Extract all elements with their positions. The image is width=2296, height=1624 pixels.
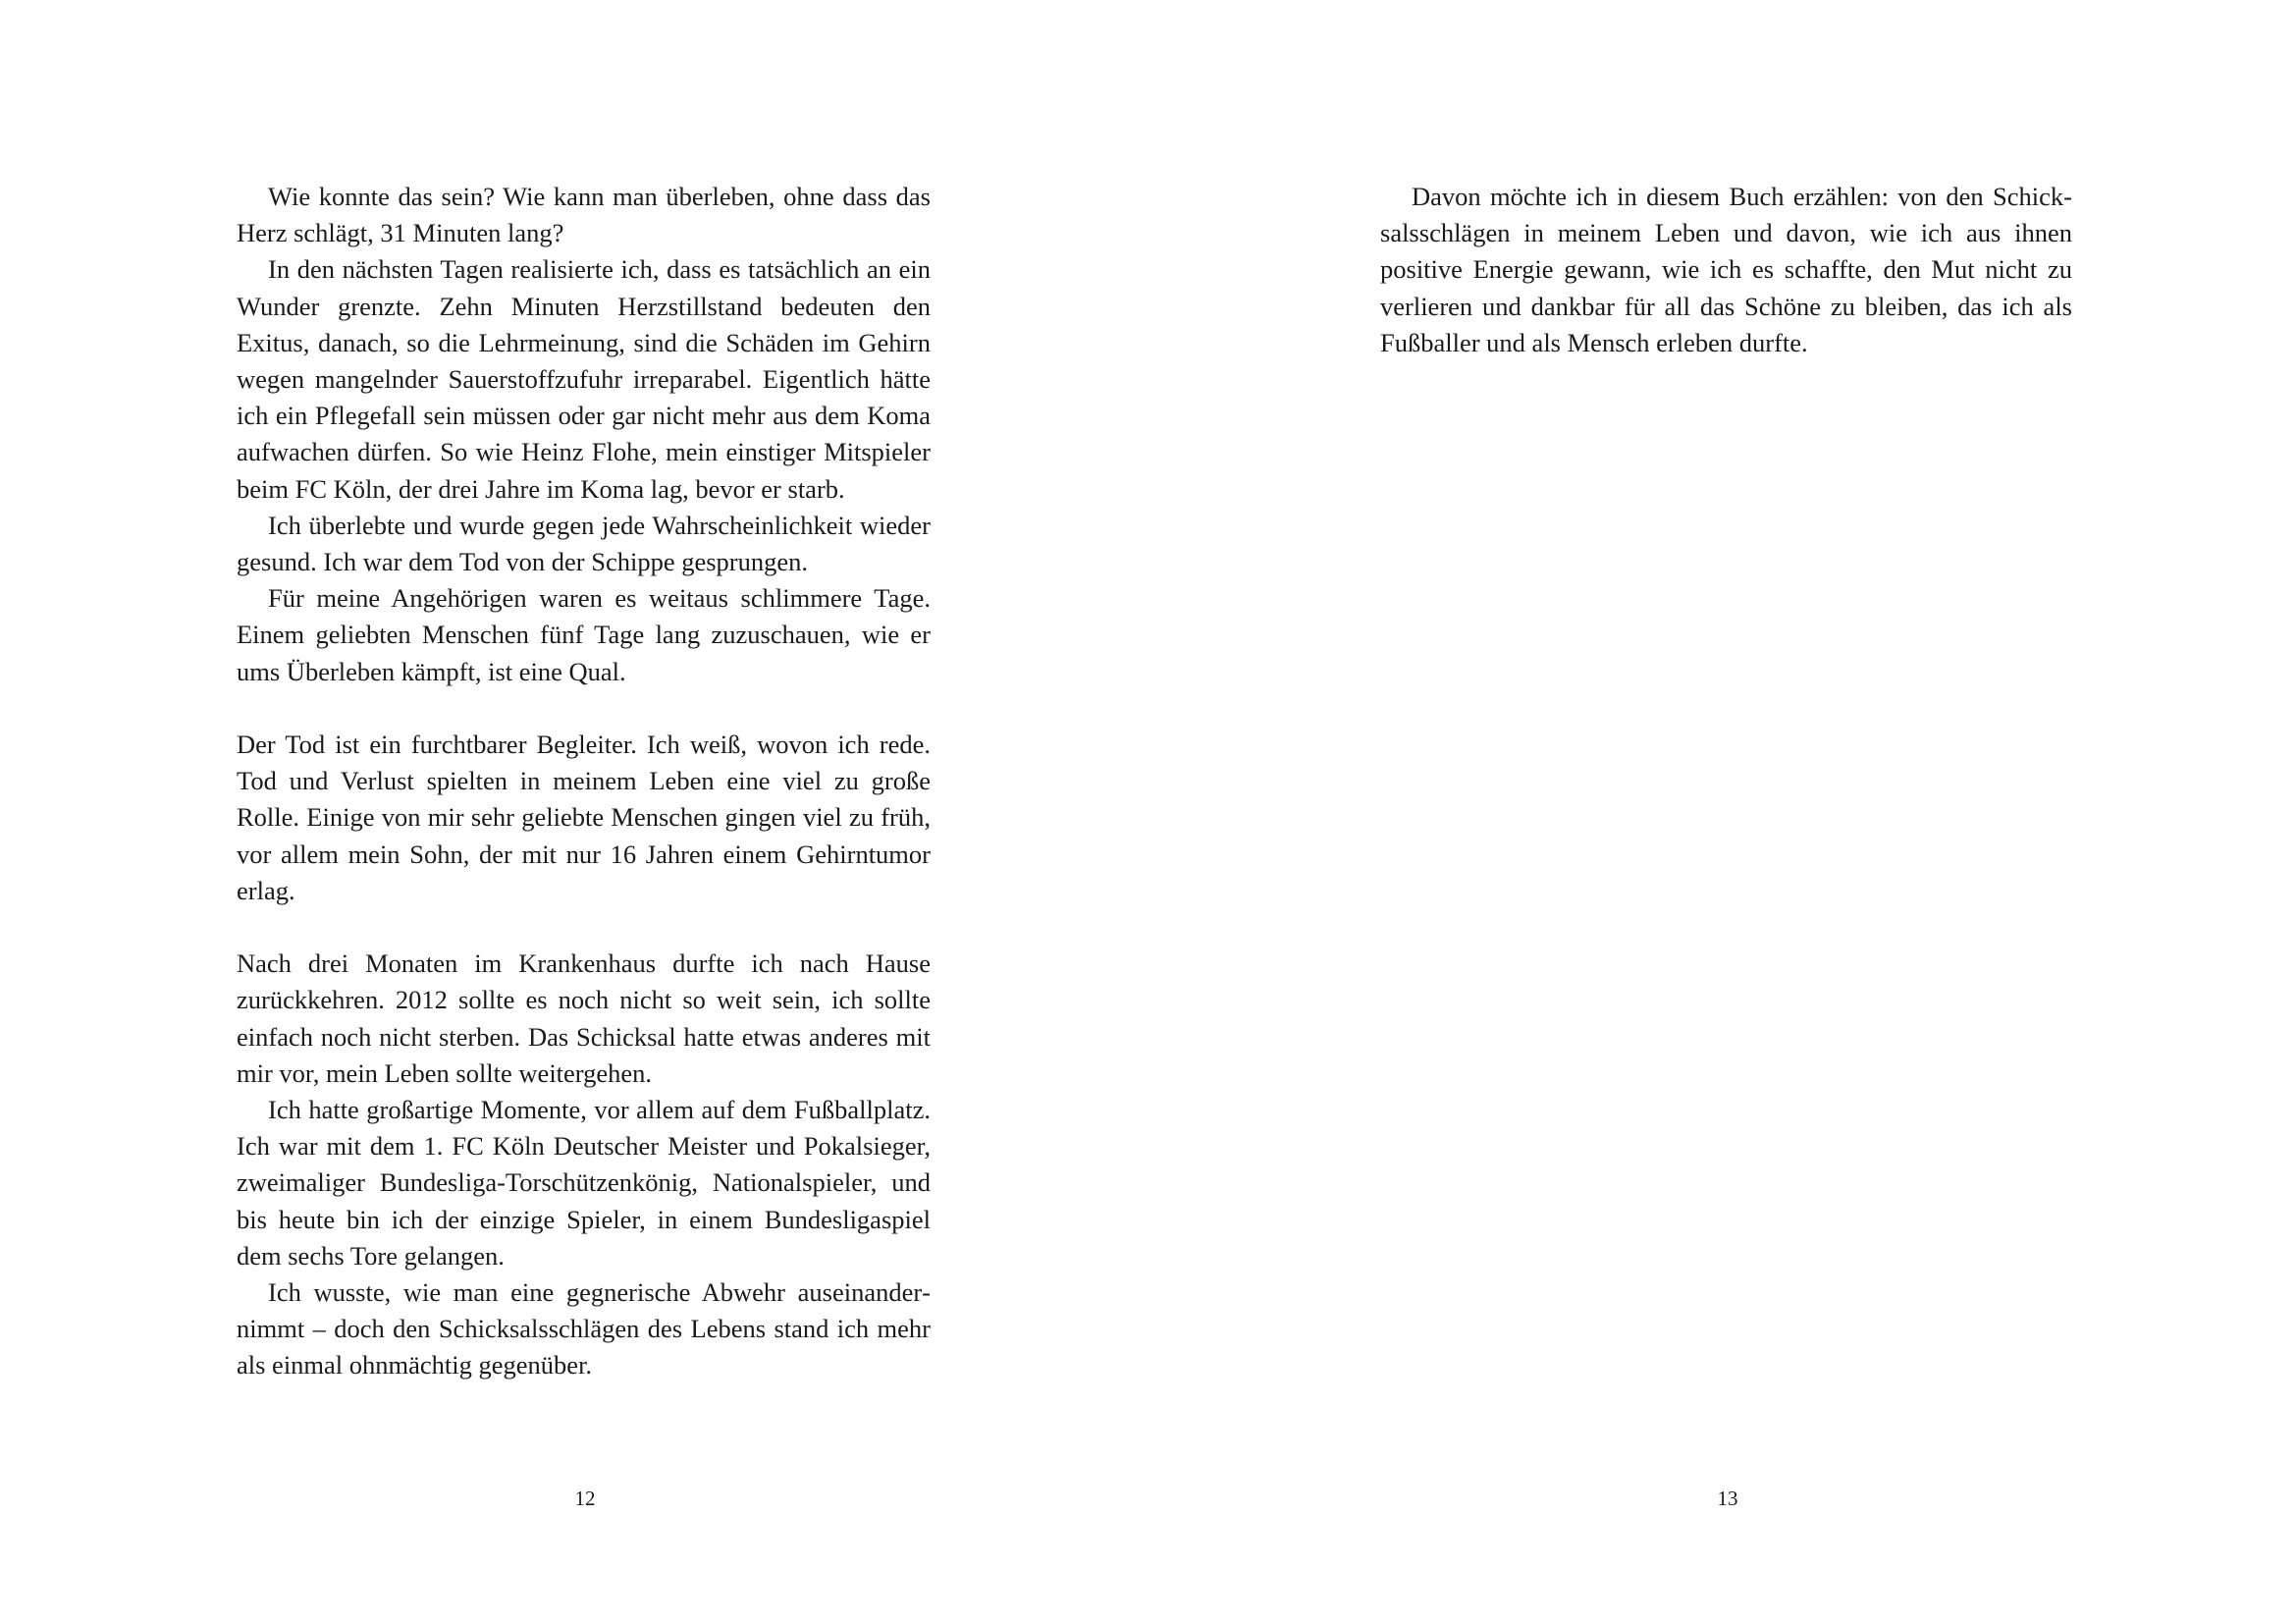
paragraph: Wie konnte das sein? Wie kann man überleben, ohne dass das Herz schlägt, 31 Minuten lang?: [237, 182, 931, 248]
paragraph: Für meine Angehörigen waren es weitaus schlimmere Tage. Einem geliebten Menschen fünf Tage lang zuzuschauen, wie er ums Überleben kämpft, ist eine Qual.: [237, 583, 931, 686]
paragraph: Ich hatte großartige Momente, vor allem auf dem Fußballplatz. Ich war mit dem 1. FC Köln Deutscher Meister und Pokalsieger, zweimaliger Bundesliga-Torschützenkönig, Nationalspieler, und bis heute bin ich der einzige Spieler, in einem Bundesligaspiel dem sechs Tore gelangen.: [237, 1095, 931, 1271]
paragraph: Ich wusste, wie man eine gegnerische Abwehr auseinandernimmt – doch den Schicksalsschlägen des Lebens stand ich mehr als einmal ohnmächtig gegenüber.: [237, 1277, 931, 1380]
page-number: 13: [1717, 1487, 1738, 1510]
section-break: [237, 690, 931, 727]
page-number: 12: [574, 1487, 596, 1510]
paragraph: Der Tod ist ein furchtbarer Begleiter. Ich weiß, wovon ich rede. Tod und Verlust spielten in meinem Leben eine viel zu große Rolle. Einige von mir sehr geliebte Menschen gingen viel zu früh, vor allem mein Sohn, der mit nur 16 Jahren einem Gehirntumor erlag.: [237, 730, 931, 905]
paragraph: In den nächsten Tagen realisierte ich, dass es tatsächlich an ein Wunder grenzte. Zehn Minuten Herzstillstand bedeuten den Exitus, danach, so die Lehrmeinung, sind die Schäden im Gehirn wegen mangelnder Sauerstoffzufuhr irreparabel. Eigentlich hätte ich ein Pflegefall sein müssen oder gar nicht mehr aus dem Koma aufwachen dürfen. So wie Heinz Flohe, mein einstiger Mitspieler beim FC Köln, der drei Jahre im Koma lag, bevor er starb.: [237, 254, 931, 504]
left-page-text: [237, 179, 931, 1384]
right-page-text: [1380, 179, 2072, 361]
right-page: [1148, 0, 2296, 1624]
paragraph: Nach drei Monaten im Krankenhaus durfte ich nach Hause zurückkehren. 2012 sollte es noch nicht so weit sein, ich sollte einfach noch nicht sterben. Das Schicksal hatte etwas anderes mit mir vor, mein Leben sollte weitergehen.: [237, 948, 931, 1088]
section-break: [237, 909, 931, 946]
paragraph: Ich überlebte und wurde gegen jede Wahrscheinlichkeit wieder gesund. Ich war dem Tod von der Schippe gesprungen.: [237, 510, 931, 577]
paragraph: Davon möchte ich in diesem Buch erzählen: von den Schicksalsschlägen in meinem Leben und davon, wie ich aus ihnen positive Energie gewann, wie ich es schaffte, den Mut nicht zu verlieren und dankbar für all das Schöne zu bleiben, das ich als Fußballer und als Mensch erleben durfte.: [1380, 182, 2072, 357]
